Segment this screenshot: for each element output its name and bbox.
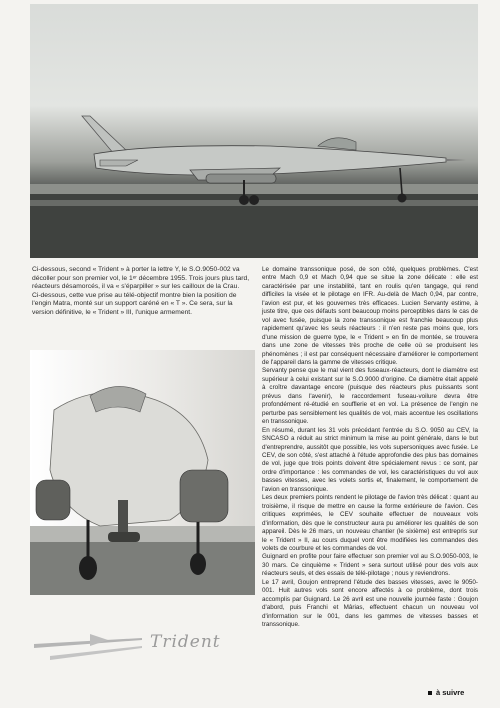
aircraft-front-photo (30, 350, 255, 595)
trident-logo (30, 610, 255, 670)
photo-caption (32, 266, 250, 318)
trident-emblem-icon (30, 610, 255, 670)
trident-aircraft-illustration (30, 4, 478, 258)
article-paragraph: Le 17 avril, Goujon entreprend l'étude des basses vitesses, avec le 9050-001. Huit autres vols sont encore affectés à ce problème, dont trois accomplis par Guignard. Le 26 avril est une nouvelle journée faste : Goujon d'abord, puis Franchi et Mârias, effectuent chacun un nouveau vol d'information sur le 001, dans les gammes de vitesses basses et transsonique. (262, 578, 478, 629)
caption-paragraph: Ci-dessous, cette vue prise au télé-objectif montre bien la position de l'engin Matra, monté sur un support caréné en « T ». Ce sera, sur la version définitive, le « Trident » III, l'unique armement. (32, 291, 237, 316)
article-column (262, 266, 478, 629)
aircraft-takeoff-photo (30, 4, 478, 258)
trident-front-view-illustration (30, 350, 255, 595)
continue-label: à suivre (436, 688, 465, 697)
article-paragraph: Servanty pense que le mal vient des fuseaux-réacteurs, dont le diamètre est supérieur à celui existant sur le S.O.9000 d'origine. Ce diamètre était appelé à croître davantage encore (puisque des réacteurs plus puissants sont prévus dans l'avenir), le raccordement fuseau-voilure devra être profondément ré-étudié en soufflerie et en vol. La présence de l'engin ne perturbe pas sensiblement les qualités de vol, mais accentue les oscillations en transsonique. (262, 367, 478, 426)
article-paragraph: Le domaine transsonique posé, de son côté, quelques problèmes. C'est entre Mach 0,9 et Mach 0,94 que se situe la zone délicate : elle est caractérisée par une instabilité, tant en roulis qu'en tangage, qui rend difficiles la visée et le pilotage en IFR. Au-delà de Mach 0,94, par contre, l'avion est pur, et les gouvernes très efficaces. Lucien Servanty estime, à juste titre, que ces défauts sont beaucoup moins perceptibles dans le cas de vol avec fusée, puisque la zone transsonique est franchie beaucoup plus rapidement qu'avec les seuls réacteurs : il n'en reste pas moins que, lors d'une mission de guerre type, le « Trident » en fin de montée, se trouvera dans une zone de vitesses très proche de celle où se produisent les phénomènes ; il est par conséquent nécessaire d'améliorer le comportement de l'appareil dans la gamme de vitesses critique. (262, 266, 478, 366)
bullet-square-icon (428, 691, 432, 695)
article-paragraph: En résumé, durant les 31 vols précédant l'entrée du S.O. 9050 au CEV, la SNCASO a réduit au strict minimum la mise au point générale, dans le but d'entreprendre, aussitôt que possible, les vols supersoniques avec fusée. Le CEV, de son côté, s'est attaché à l'étude approfondie des plus bas domaines de vol, juge que trois points doivent être spécialement revus : ce sont, par ordre d'importance : les commandes de vol, les caractéristiques du vol aux basses vitesses, avec les volets sortis et, finalement, le comportement de l'avion en transsonique. (262, 426, 478, 493)
trident-logo-text: Trident (150, 632, 221, 652)
caption-paragraph: Ci-dessous, second « Trident » à porter la lettre Y, le S.O.9050-002 va décoller pour son premier vol, le 1ᵉʳ décembre 1955. Trois jours plus tard, réacteurs désamorcés, il va « s'éparpiller » sur les cailloux de la Crau. (32, 266, 250, 291)
article-paragraph: Guignard en profite pour faire effectuer son premier vol au S.O.9050-003, le 30 mars. Ce cinquième « Trident » sera surtout utilisé pour des vols aux réacteurs seuls, et des essais de télé-pilotage ; nous y reviendrons. (262, 553, 478, 578)
article-paragraph: Les deux premiers points rendent le pilotage de l'avion très délicat : quant au troisième, il risque de mettre en cause la forme extérieure de l'avion. Ces critiques exprimées, le CEV souhaite effectuer de nouveaux vols d'information, dès que le constructeur aura pu améliorer les qualités de son appareil. Dès le 26 mars, un nouveau chantier (le sixième) est entrepris sur le « Trident » II, au cours duquel vont être modifiées les commandes des volets de courbure et les commandes de vol. (262, 494, 478, 552)
continue-marker (428, 688, 464, 697)
